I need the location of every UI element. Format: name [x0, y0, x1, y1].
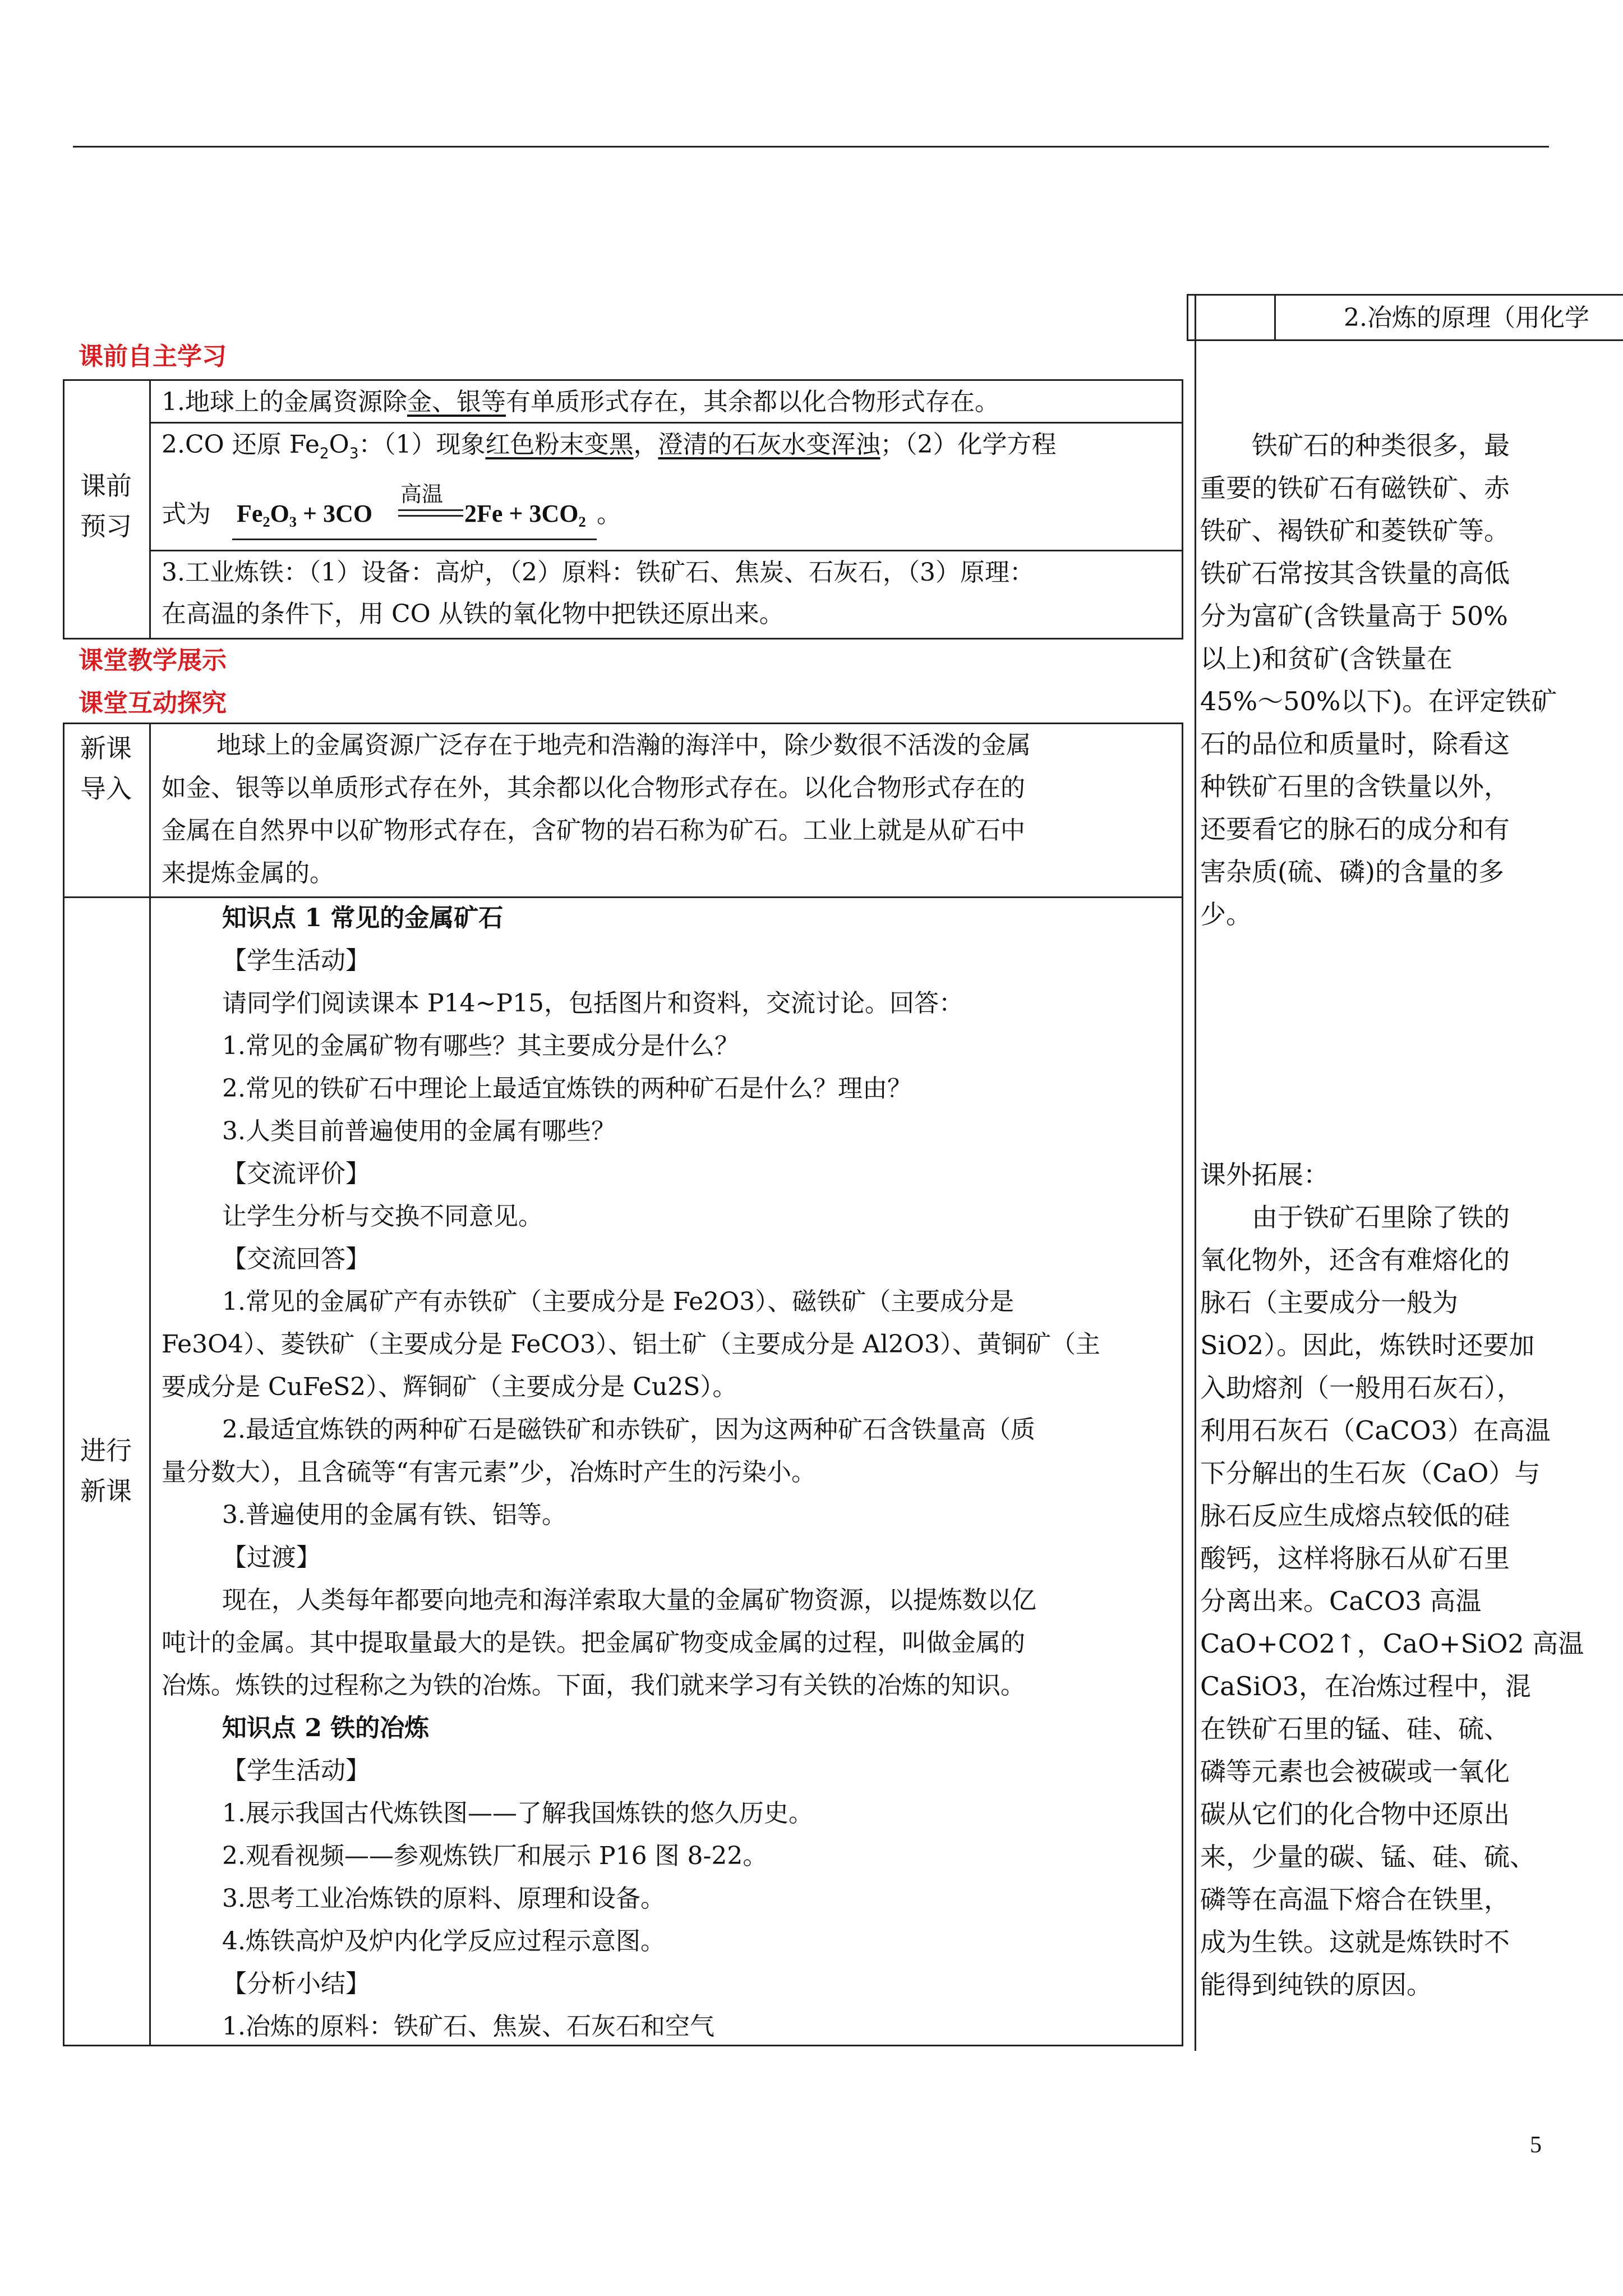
- answer-2-line-2: 量分数大），且含硫等“有害元素”少，冶炼时产生的污染小。: [162, 1458, 816, 1487]
- lesson-label-divider: [149, 723, 151, 2046]
- page-number: 5: [1530, 2132, 1542, 2158]
- activity-step-2: 2.观看视频——参观炼铁厂和展示 P16 图 8-22。: [222, 1842, 768, 1870]
- preview-item-2-text-a: 2.CO 还原 Fe: [162, 430, 320, 459]
- preview-item-2-phenomenon-2: 澄清的石灰水变浑浊: [658, 430, 880, 459]
- evaluation-text: 让学生分析与交换不同意见。: [222, 1202, 543, 1231]
- extension-line: 能得到纯铁的原因。: [1200, 1970, 1432, 2000]
- equation-right: 2Fe + 3CO₂: [464, 500, 586, 527]
- extension-line: CaSiO3，在冶炼过程中，混: [1200, 1671, 1531, 1701]
- preview-item-1-text-a: 1.地球上的金属资源除: [162, 388, 407, 416]
- extension-line: 酸钙，这样将脉石从矿石里: [1200, 1543, 1510, 1573]
- student-activity-1: 【学生活动】: [222, 946, 370, 975]
- chemical-equation: [232, 477, 597, 540]
- transition-line-3: 冶炼。炼铁的过程称之为铁的冶炼。下面，我们就来学习有关铁的冶炼的知识。: [162, 1671, 1025, 1700]
- question-1: 1.常见的金属矿物有哪些？其主要成分是什么？: [222, 1032, 739, 1060]
- exchange-evaluation: 【交流评价】: [222, 1159, 370, 1188]
- summary-item-1: 1.冶炼的原料：铁矿石、焦炭、石灰石和空气: [222, 2012, 714, 2041]
- intro-line-1: 地球上的金属资源广泛存在于地壳和浩瀚的海洋中，除少数很不活泼的金属: [216, 731, 1031, 760]
- extension-line: 磷等元素也会被碳或一氧化: [1200, 1756, 1510, 1787]
- sidebar-extension: [1200, 1153, 1623, 2006]
- newlesson-label: 进行新课: [80, 1435, 132, 1506]
- header-right-divider: [1195, 294, 1196, 341]
- preview-label-divider: [149, 379, 151, 639]
- transition-line-1: 现在，人类每年都要向地壳和海洋索取大量的金属矿物资源，以提炼数以亿: [222, 1586, 1036, 1614]
- extension-line: 分离出来。CaCO3 高温: [1200, 1586, 1482, 1616]
- sidebar-line: 铁矿石的种类很多，最: [1200, 430, 1510, 461]
- read-instruction: 请同学们阅读课本 P14~P15，包括图片和资料，交流讨论。回答：: [222, 989, 964, 1018]
- exchange-answer: 【交流回答】: [222, 1245, 370, 1273]
- preview-item-2-end: 。: [597, 500, 621, 528]
- extension-line: 磷等在高温下熔合在铁里，: [1200, 1884, 1510, 1915]
- header-right-divider-2: [1274, 294, 1276, 341]
- sidebar-line: 还要看它的脉石的成分和有: [1200, 814, 1510, 844]
- extension-line: 脉石反应生成熔点较低的硅: [1200, 1501, 1510, 1531]
- question-3: 3.人类目前普遍使用的金属有哪些？: [222, 1117, 616, 1145]
- intro-line-3: 金属在自然界中以矿物形式存在，含矿物的岩石称为矿石。工业上就是从矿石中: [162, 816, 1025, 845]
- preview-item-2-phenomenon-1: 红色粉末变黑: [485, 430, 634, 459]
- sidebar-line: 铁矿石常按其含铁量的高低: [1200, 558, 1510, 588]
- extension-line: 氧化物外，还含有难熔化的: [1200, 1245, 1510, 1275]
- answer-1-line-2: Fe3O4）、菱铁矿（主要成分是 FeCO3）、铝土矿（主要成分是 Al2O3）、黄铜矿（主: [162, 1330, 1100, 1359]
- transition-line-2: 吨计的金属。其中提取量最大的是铁。把金属矿物变成金属的过程，叫做金属的: [162, 1628, 1025, 1657]
- section-class-explore: 课堂互动探究: [79, 689, 227, 717]
- answer-1-line-1: 1.常见的金属矿产有赤铁矿（主要成分是 Fe2O3）、磁铁矿（主要成分是: [222, 1287, 1015, 1316]
- sidebar-line: 以上)和贫矿(含铁量在: [1200, 643, 1453, 674]
- preview-item-1: [162, 381, 999, 423]
- preview-item-1-underline: 金、银等: [407, 388, 506, 416]
- preview-item-2-text-b: ：（1）现象: [358, 430, 486, 459]
- preview-label: 课前预习: [80, 471, 132, 541]
- sidebar-line: 重要的铁矿石有磁铁矿、赤: [1200, 473, 1510, 503]
- transition-heading: 【过渡】: [222, 1543, 321, 1572]
- extension-line: 入助熔剂（一般用石灰石），: [1200, 1373, 1523, 1403]
- activity-step-3: 3.思考工业冶炼铁的原料、原理和设备。: [222, 1884, 665, 1913]
- preview-item-2-comma: ，: [633, 430, 658, 459]
- extension-line: 来，少量的碳、锰、硅、硫、: [1200, 1842, 1536, 1872]
- sidebar-line: 分为富矿(含铁量高于 50%: [1200, 601, 1508, 631]
- question-2: 2.常见的铁矿石中理论上最适宜炼铁的两种矿石是什么？理由？: [222, 1074, 912, 1103]
- sidebar-line: 种铁矿石里的含铁量以外，: [1200, 771, 1510, 802]
- equation-equals-top: [398, 509, 463, 511]
- preview-item-2-text-e: 式为: [162, 500, 211, 528]
- preview-item-2-line-1: 2.CO 还原 $Fe_2O_3$：（1）现象红色粉末变黑，澄清的石灰水变浑浊；（2）化学方程: [162, 430, 1057, 462]
- sidebar-notes: [1200, 424, 1623, 936]
- preview-item-2-text-d: ；（2）化学方程: [880, 430, 1057, 459]
- sidebar-line: 45%～50%以下)。在评定铁矿: [1200, 686, 1557, 716]
- answer-1-line-3: 要成分是 CuFeS2）、辉铜矿（主要成分是 Cu2S）。: [162, 1373, 737, 1401]
- extension-line: 由于铁矿石里除了铁的: [1200, 1202, 1510, 1232]
- section-pre-study: 课前自主学习: [79, 342, 227, 371]
- intro-line-2: 如金、银等以单质形式存在外，其余都以化合物形式存在。以化合物形式存在的: [162, 774, 1025, 802]
- header-rule: [73, 146, 1549, 148]
- knowledge-point-1: 知识点 1 常见的金属矿石: [222, 904, 504, 932]
- sidebar-line: 害杂质(硫、磷)的含量的多: [1200, 857, 1504, 887]
- sidebar-line: 石的品位和质量时，除看这: [1200, 729, 1510, 759]
- student-activity-2: 【学生活动】: [222, 1756, 370, 1785]
- preview-item-3-line-1: 3.工业炼铁：（1）设备：高炉，（2）原料：铁矿石、焦炭、石灰石，（3）原理：: [162, 558, 1034, 587]
- sidebar-border: [1195, 340, 1196, 2051]
- preview-item-2-line-2: [162, 494, 211, 535]
- answer-2-line-1: 2.最适宜炼铁的两种矿石是磁铁矿和赤铁矿，因为这两种矿石含铁量高（质: [222, 1415, 1035, 1444]
- intro-label: 新课导入: [80, 733, 132, 804]
- extension-title: 课外拓展：: [1200, 1159, 1329, 1190]
- activity-step-1: 1.展示我国古代炼铁图——了解我国炼铁的悠久历史。: [222, 1799, 813, 1828]
- extension-line: 碳从它们的化合物中还原出: [1200, 1799, 1510, 1829]
- sidebar-line: 铁矿、褐铁矿和菱铁矿等。: [1200, 516, 1510, 546]
- preview-item-3-line-2: 在高温的条件下，用 CO 从铁的氧化物中把铁还原出来。: [162, 600, 784, 628]
- extension-line: 下分解出的生石灰（CaO）与: [1200, 1458, 1541, 1488]
- header-right-text: 2.冶炼的原理（用化学: [1344, 303, 1589, 332]
- extension-line: 成为生铁。这就是炼铁时不: [1200, 1927, 1510, 1957]
- intro-line-4: 来提炼金属的。: [162, 859, 334, 887]
- extension-line: CaO+CO2↑，CaO+SiO2 高温: [1200, 1628, 1584, 1659]
- answer-3: 3.普遍使用的金属有铁、铝等。: [222, 1501, 566, 1529]
- activity-step-4: 4.炼铁高炉及炉内化学反应过程示意图。: [222, 1927, 665, 1955]
- extension-line: 在铁矿石里的锰、硅、硫、: [1200, 1714, 1510, 1744]
- extension-line: 利用石灰石（CaCO3）在高温: [1200, 1415, 1551, 1446]
- preview-item-1-text-b: 有单质形式存在，其余都以化合物形式存在。: [505, 388, 999, 416]
- extension-line: SiO2）。因此，炼铁时还要加: [1200, 1330, 1535, 1360]
- equation-condition: 高温: [400, 482, 444, 507]
- section-class-show: 课堂教学展示: [79, 646, 227, 675]
- extension-line: 脉石（主要成分一般为: [1200, 1287, 1458, 1318]
- equation-left: Fe₂O₃ + 3CO: [237, 500, 373, 527]
- sidebar-line: 少。: [1200, 899, 1252, 930]
- analysis-summary: 【分析小结】: [222, 1970, 370, 1998]
- preview-row-divider-2: [149, 550, 1183, 551]
- knowledge-point-2: 知识点 2 铁的冶炼: [222, 1714, 430, 1742]
- equation-equals-bottom: [398, 515, 463, 517]
